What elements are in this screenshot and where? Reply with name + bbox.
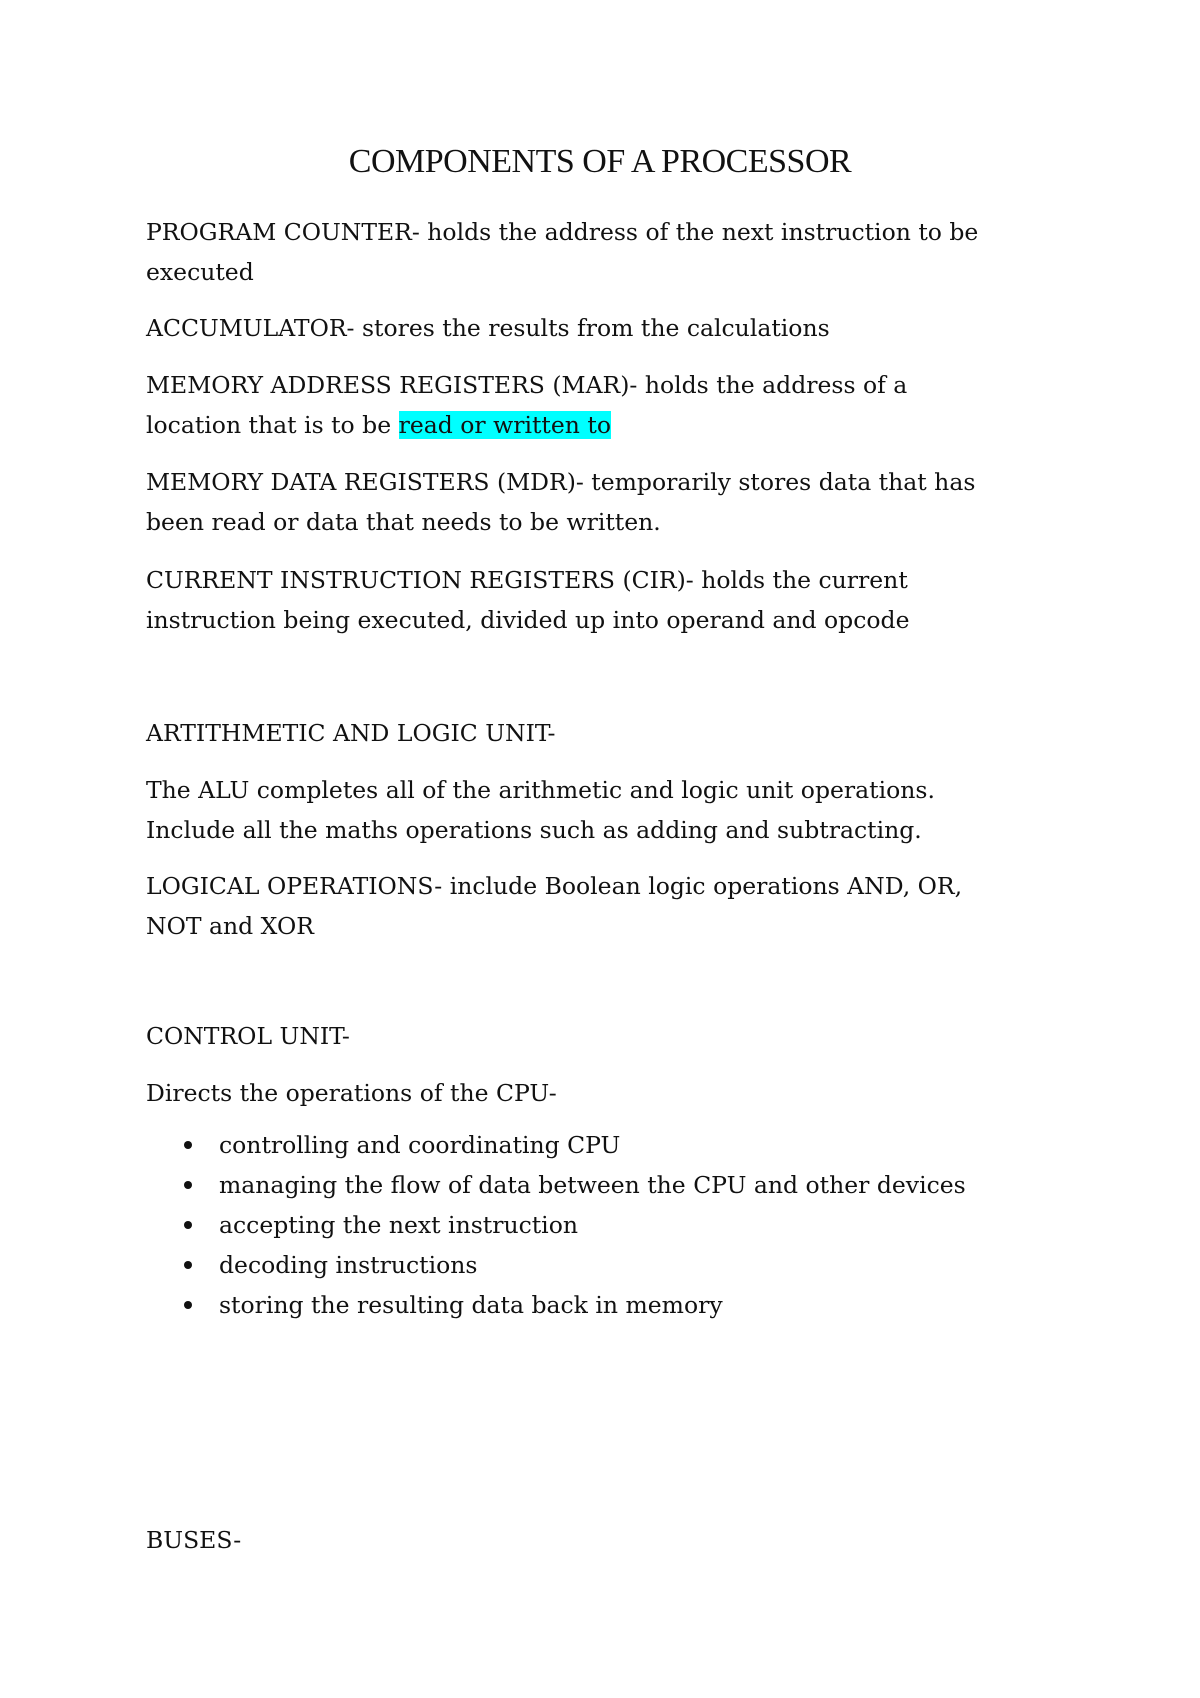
alu-heading	[146, 713, 1046, 753]
list-item	[146, 1285, 966, 1325]
list-item	[146, 1245, 966, 1285]
logical-operations-line-2: NOT and XOR	[146, 912, 314, 940]
control-unit-bullet-list	[146, 1125, 966, 1325]
accumulator-line-1: ACCUMULATOR- stores the results from the calculations	[146, 314, 830, 342]
control-unit-heading-text: CONTROL UNIT-	[146, 1022, 350, 1050]
alu-description-line-2: Include all the maths operations such as adding and subtracting.	[146, 816, 922, 844]
mar-line-2	[146, 405, 1046, 445]
mdr-line-1: MEMORY DATA REGISTERS (MDR)- temporarily stores data that has	[146, 468, 976, 496]
control-unit-description	[146, 1073, 1046, 1113]
control-unit-heading	[146, 1016, 1046, 1056]
bullet-icon	[184, 1261, 192, 1269]
alu-description-line-1: The ALU completes all of the arithmetic and logic unit operations.	[146, 776, 935, 804]
logical-operations-paragraph	[146, 866, 1046, 946]
cir-line-2: instruction being executed, divided up into operand and opcode	[146, 606, 910, 634]
cir-line-1: CURRENT INSTRUCTION REGISTERS (CIR)- holds the current	[146, 566, 908, 594]
list-item-text: controlling and coordinating CPU	[219, 1131, 621, 1159]
bullet-icon	[184, 1141, 192, 1149]
mar-line-1: MEMORY ADDRESS REGISTERS (MAR)- holds the address of a	[146, 371, 908, 399]
bullet-icon	[184, 1221, 192, 1229]
list-item	[146, 1125, 966, 1165]
list-item-text: storing the resulting data back in memory	[219, 1291, 723, 1319]
program-counter-line-1: PROGRAM COUNTER- holds the address of the next instruction to be	[146, 218, 979, 246]
highlighted-text: read or written to	[398, 411, 611, 439]
document-title: COMPONENTS OF A PROCESSOR	[348, 143, 852, 180]
program-counter-line-2: executed	[146, 258, 254, 286]
list-item	[146, 1165, 966, 1205]
bullet-icon	[184, 1181, 192, 1189]
mdr-paragraph	[146, 462, 1046, 542]
list-item-text: decoding instructions	[219, 1251, 478, 1279]
mar-paragraph	[146, 365, 1046, 445]
program-counter-paragraph	[146, 212, 1046, 292]
mdr-line-2: been read or data that needs to be written.	[146, 508, 661, 536]
accumulator-paragraph	[146, 308, 1046, 348]
alu-heading-text: ARTITHMETIC AND LOGIC UNIT-	[146, 719, 556, 747]
mar-line-2-text: location that is to be	[146, 411, 399, 439]
list-item-text: managing the flow of data between the CPU and other devices	[219, 1171, 966, 1199]
buses-heading	[146, 1520, 1046, 1560]
logical-operations-line-1: LOGICAL OPERATIONS- include Boolean logic operations AND, OR,	[146, 872, 963, 900]
control-unit-description-text: Directs the operations of the CPU-	[146, 1079, 557, 1107]
cir-paragraph	[146, 560, 1046, 640]
buses-heading-text: BUSES-	[146, 1526, 242, 1554]
list-item	[146, 1205, 966, 1245]
bullet-icon	[184, 1301, 192, 1309]
alu-description	[146, 770, 1046, 850]
list-item-text: accepting the next instruction	[219, 1211, 578, 1239]
